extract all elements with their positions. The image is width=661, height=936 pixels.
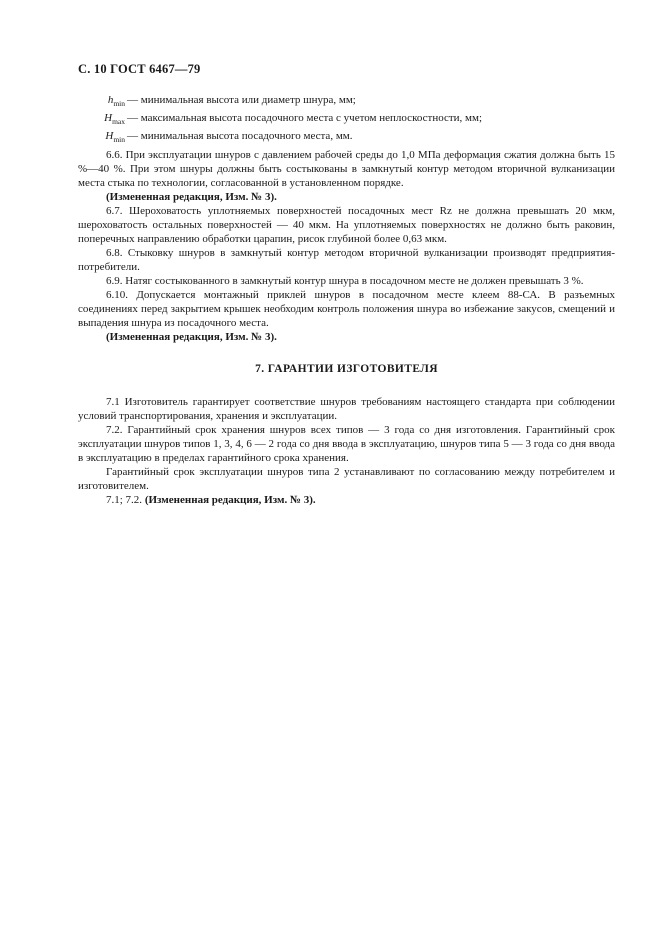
paragraph-6-7: 6.7. Шероховатость уплотняемых поверхностей посадочных мест Rz не должна превышать 20 мкм, шероховатость остальных поверхностей — 40 мкм. На уплотняемых поверхностях не должно быть раковин, поперечных направлению обработки царапин, рисок глубиной более 0,63 мкм. [78, 204, 615, 245]
paragraph-6-10: 6.10. Допускается монтажный приклей шнуров в посадочном месте клеем 88-СА. В разъемных соединениях перед закрытием крышек необходим контроль положения шнура во избежание закусов, смещений и выпадения шнура из посадочного места. [78, 288, 615, 329]
document-page [78, 62, 615, 507]
definition-H-max [95, 111, 615, 129]
page-header: С. 10 ГОСТ 6467—79 [78, 62, 201, 76]
symbol: $H_{max}$ [104, 112, 125, 127]
definition-text: — максимальная высота посадочного места с учетом неплоскостности, мм; [127, 112, 483, 125]
section-7-title: 7. ГАРАНТИИ ИЗГОТОВИТЕЛЯ [255, 362, 438, 375]
revision-prefix: 7.1; 7.2. [106, 493, 143, 506]
paragraph-6-9: 6.9. Натяг состыкованного в замкнутый контур шнура в посадочном месте не должен превышать 3 %. [106, 274, 584, 287]
definitions-list [95, 93, 615, 148]
revision-note-7 [78, 493, 615, 507]
definition-H-min [95, 129, 615, 147]
symbol: $H_{min}$ [105, 130, 125, 145]
revision-note: (Измененная редакция, Изм. № 3). [106, 330, 277, 343]
definition-text: — минимальная высота посадочного места, мм. [127, 130, 353, 143]
paragraph-7-1: 7.1 Изготовитель гарантирует соответствие шнуров требованиям настоящего стандарта при соблюдении условий транспортирования, хранения и эксплуатации. [78, 395, 615, 422]
definition-h-min [95, 93, 615, 111]
revision-note: (Измененная редакция, Изм. № 3). [144, 493, 316, 506]
paragraph-6-6: 6.6. При эксплуатации шнуров с давлением рабочей среды до 1,0 МПа деформация сжатия должна быть 15 %—40 %. При этом шнуры должны быть состыкованы в замкнутый контур методом вторичной вулканизации места стыка по технологии, согласованной в установленном порядке. [78, 148, 615, 189]
paragraph-7-2: 7.2. Гарантийный срок хранения шнуров всех типов — 3 года со дня изготовления. Гарантийный срок эксплуатации шнуров типов 1, 3, 4, 6 — 2 года со дня ввода в эксплуатацию, шнуров типа 5 — 3 года со дня ввода в эксплуатацию в пределах гарантийного срока хранения. [78, 423, 615, 464]
revision-note: (Измененная редакция, Изм. № 3). [106, 190, 277, 203]
symbol: $h_{min}$ [107, 94, 125, 109]
paragraph-7-2-continued: Гарантийный срок эксплуатации шнуров типа 2 устанавливают по согласованию между потребителем и изготовителем. [78, 465, 615, 492]
paragraph-6-8: 6.8. Стыковку шнуров в замкнутый контур методом вторичной вулканизации производят предприятия-потребители. [78, 246, 615, 273]
definition-text: — минимальная высота или диаметр шнура, мм; [127, 94, 356, 106]
